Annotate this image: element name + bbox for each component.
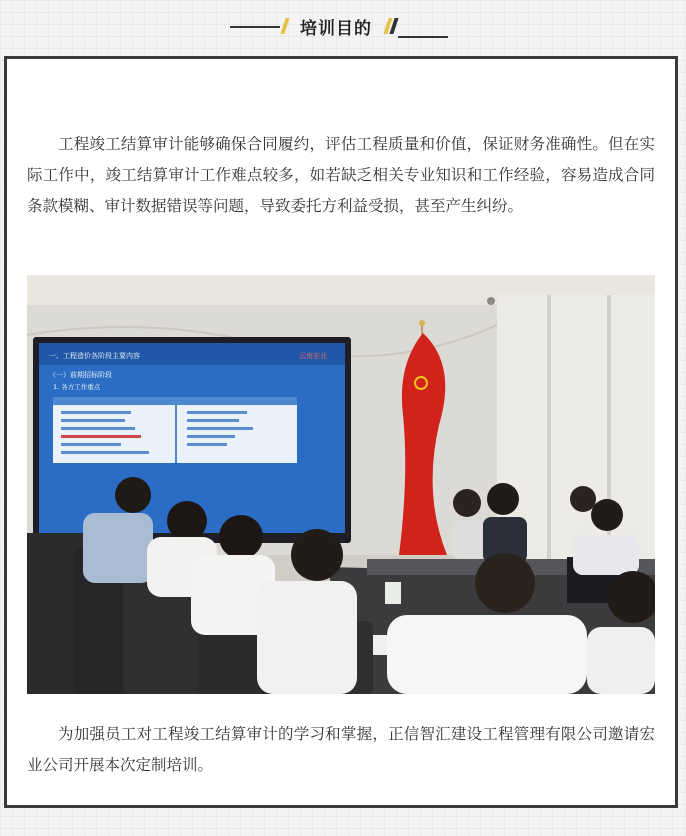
closing-paragraph: 为加强员工对工程竣工结算审计的学习和掌握，正信智汇建设工程管理有限公司邀请宏业公司开展本次定制培训。: [27, 725, 655, 774]
section-header: [0, 8, 686, 44]
header-slash-icon: [280, 18, 289, 34]
header-line-left: [230, 26, 280, 28]
content-card: [4, 56, 678, 808]
screen-logo: 云南宏业: [299, 352, 327, 360]
intro-paragraph: 工程竣工结算审计能够确保合同履约，评估工程质量和价值，保证财务准确性。但在实际工作中，竣工结算审计工作难点较多，如若缺乏相关专业知识和工作经验，容易造成合同条款模糊、审计数据错误等问题，导致委托方利益受损，甚至产生纠纷。: [27, 135, 655, 215]
screen-subsection: 1. 各方工作重点: [53, 383, 101, 391]
screen-title: 一、工程造价各阶段主要内容: [49, 352, 140, 360]
section-title: 培训目的: [300, 19, 372, 39]
header-line-right: [398, 36, 448, 38]
training-photo: [27, 275, 655, 694]
screen-section: （一）前期招标阶段: [49, 371, 112, 379]
